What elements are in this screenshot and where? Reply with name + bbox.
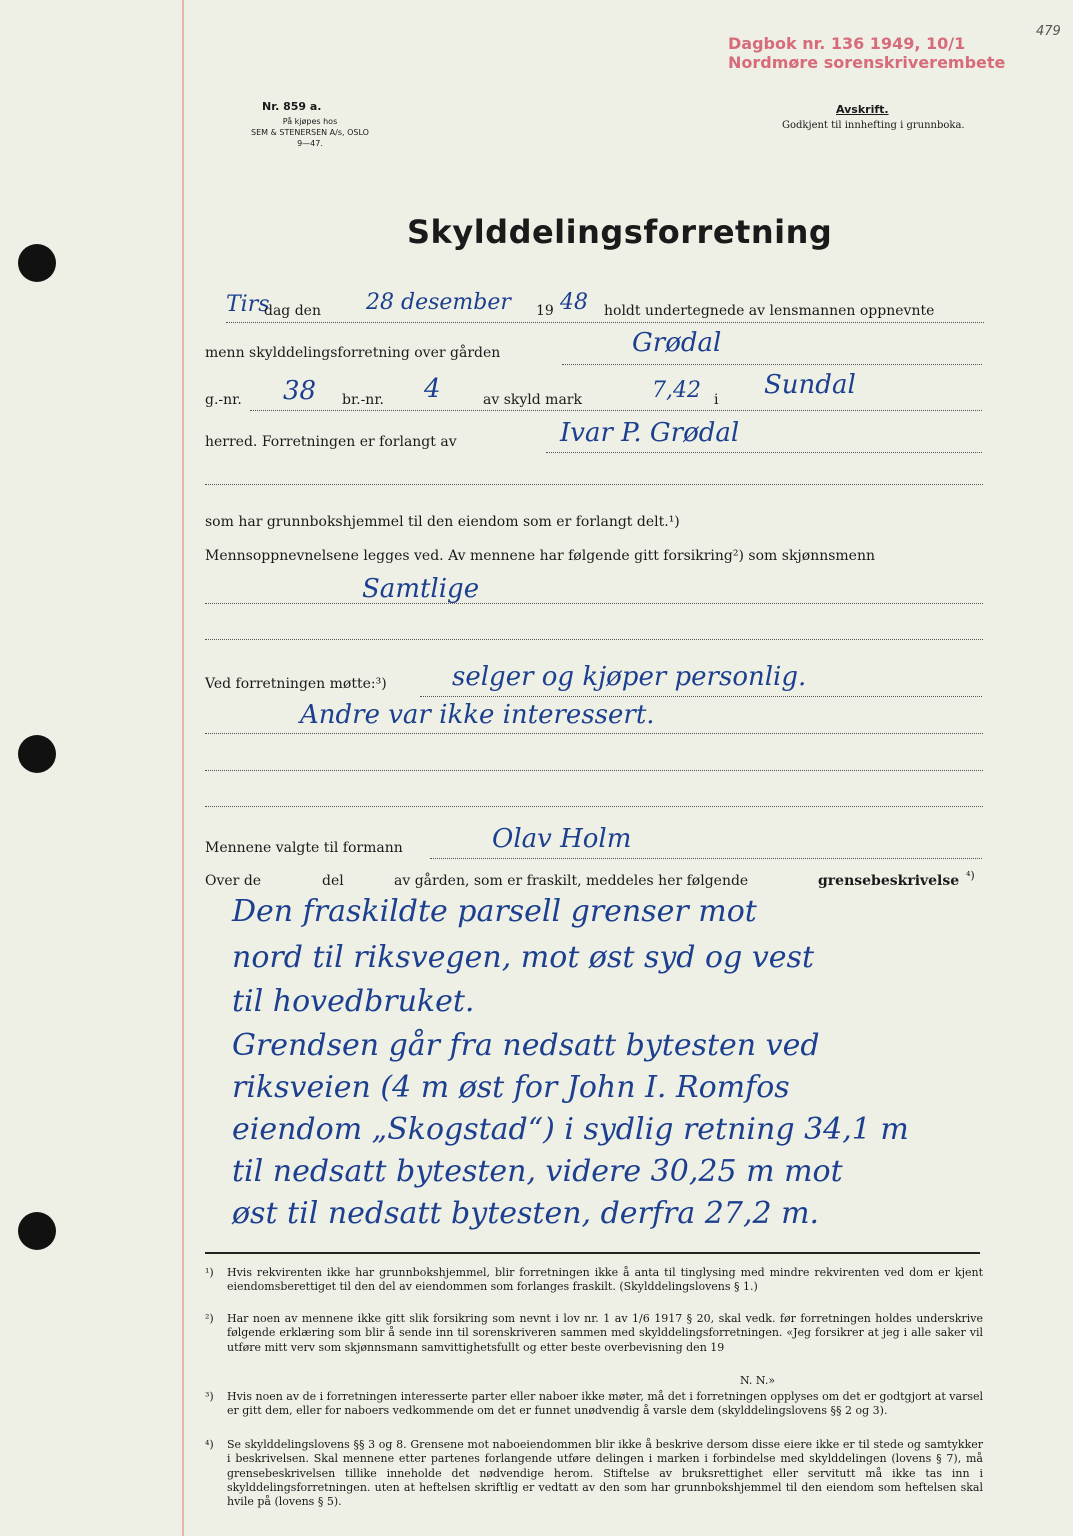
description-line: eiendom „Skogstad“) i sydlig retning 34,1 m [232,1112,909,1147]
margin-line [182,0,184,1536]
footnote-number: ⁴) [205,1438,214,1451]
form-text: herred. Forretningen er forlangt av [205,434,457,450]
form-text: som har grunnbokshjemmel til den eiendom som er forlangt delt.¹) [205,514,680,530]
description-line: øst til nedsatt bytesten, derfra 27,2 m. [232,1196,820,1231]
handwritten-date: 28 desember [366,290,511,315]
form-text: Over de [205,873,262,889]
publisher-line: 9—47. [297,139,323,148]
publisher-info [245,116,375,149]
page-number: 479 [1036,24,1061,39]
footnote-text: N. N.» [740,1374,776,1387]
footnote-signature [740,1374,840,1388]
handwritten-farm: Grødal [632,328,722,358]
punch-hole [18,244,56,282]
punch-hole [18,1212,56,1250]
punch-hole [18,735,56,773]
form-number: Nr. 859 a. [262,100,322,113]
fill-line [205,806,983,807]
form-text: 19 [536,303,554,319]
handwritten-gnr: 38 [283,376,317,406]
footnote-number: ³) [205,1390,214,1403]
form-text: Mennsoppnevnelsene legges ved. Av mennene har følgende gitt forsikring²) som skjønnsmenn [205,548,876,564]
handwritten-year: 48 [560,290,588,315]
description-line: til hovedbruket. [232,984,475,1019]
description-line: Den fraskildte parsell grenser mot [232,894,757,929]
handwritten-requester: Ivar P. Grødal [560,418,740,448]
form-text: av skyld mark [483,392,582,408]
handwritten-chairman: Olav Holm [492,824,632,854]
handwritten-day: Tirs [226,292,270,317]
form-text: Mennene valgte til formann [205,840,403,856]
footnote-text: Har noen av mennene ikke gitt slik forsikring som nevnt i lov nr. 1 av 1/6 1917 § 20, skal vedk. før forretningen holdes underskrive følgende erklæring som blir å sende inn til sorenskriveren sammen med skylddelingsforretningen. «Jeg forsikrer at jeg i alle saker vil utføre mitt verv som skjønnsmann samvittighetsfullt og etter beste overbevisning den 19 [227,1312,983,1354]
fill-line [205,484,983,485]
description-line: nord til riksvegen, mot øst syd og vest [232,940,814,975]
avskrift-label: Avskrift. [836,103,889,116]
description-line: til nedsatt bytesten, videre 30,25 m mot [232,1154,843,1189]
fill-line [420,696,982,697]
publisher-line: På kjøpes hos [282,117,338,126]
handwritten-bnr: 4 [424,374,441,404]
handwritten-skyld: 7,42 [652,378,701,403]
handwritten-surveyors: Samtlige [362,574,480,604]
fill-line [546,452,982,453]
footnote [205,1438,983,1509]
footnote-number: ¹) [205,1266,214,1279]
document-title: Skylddelingsforretning [407,213,833,251]
fill-line [205,639,983,640]
fill-line [250,410,982,411]
fill-line [205,733,983,734]
publisher-line: SEM & STENERSEN A/s, OSLO [251,128,369,137]
handwritten-attendance: Andre var ikke interessert. [300,700,655,730]
form-text: holdt undertegnede av lensmannen oppnevnte [604,303,935,319]
fill-line [430,858,982,859]
stamp-line-1: Dagbok nr. 136 1949, 10/1 [728,34,966,53]
footnote [205,1266,983,1295]
form-text: menn skylddelingsforretning over gården [205,345,501,361]
footnote-text: Se skylddelingslovens §§ 3 og 8. Grensene mot naboeiendommen blir ikke å beskrive dersom disse eiere ikke er til stede og samtykker i beskrivelsen. Skal mennene etter partenes forlangende utføre delingen i marken i forbindelse med skylddelingen (lovens § 7), må grensebeskrivelsen tillike inneholde det nødvendige herom. Stiftelse av bruksrettighet eller servitutt må ikke tas inn i skylddelingsforretningen. uten at heftelsen skriftlig er vedtatt av den som har grunnbokshjemmel til den eiendom som heftelsen skal hvile på (lovens § 5). [227,1438,983,1509]
form-text: av gården, som er fraskilt, meddeles her følgende [394,873,749,889]
footnote [205,1390,983,1419]
form-text: i [714,392,719,408]
form-text: dag den [264,303,321,319]
handwritten-attendance: selger og kjøper personlig. [452,662,807,692]
footnote-text: Hvis noen av de i forretningen interesserte parter eller naboer ikke møter, må det i forretningen opplyses om det er godtgjort at varsel er gitt dem, eller for naboers vedkommende om det er funnet unødvendig å varsle dem (skylddelingslovens §§ 2 og 3). [227,1390,983,1418]
footnote [205,1312,983,1355]
fill-line [205,603,983,604]
description-line: Grendsen går fra nedsatt bytesten ved [232,1028,820,1063]
fill-line [226,322,984,323]
stamp-line-2: Nordmøre sorenskriverembete [728,53,1006,72]
form-text: br.-nr. [342,392,384,408]
form-text: del [322,873,344,889]
registry-stamp [728,34,1005,72]
handwritten-herred: Sundal [764,370,856,400]
footnote-text: Hvis rekvirenten ikke har grunnbokshjemmel, blir forretningen ikke å anta til tinglysing med mindre rekvirenten ved dom er kjent eiendomsberettiget til den del av eiendommen som forlanges fraskilt. (Skylddelingslovens § 1.) [227,1266,983,1294]
description-line: riksveien (4 m øst for John I. Romfos [232,1070,790,1105]
form-text: grensebeskrivelse [818,873,960,889]
form-text: g.-nr. [205,392,242,408]
fill-line [562,364,982,365]
fill-line [205,770,983,771]
footnote-number: ²) [205,1312,214,1325]
approval-note: Godkjent til innhefting i grunnboka. [782,120,965,131]
form-text: ⁴) [966,869,975,882]
footnote-rule [205,1252,980,1254]
form-text: Ved forretningen møtte:³) [205,676,387,692]
